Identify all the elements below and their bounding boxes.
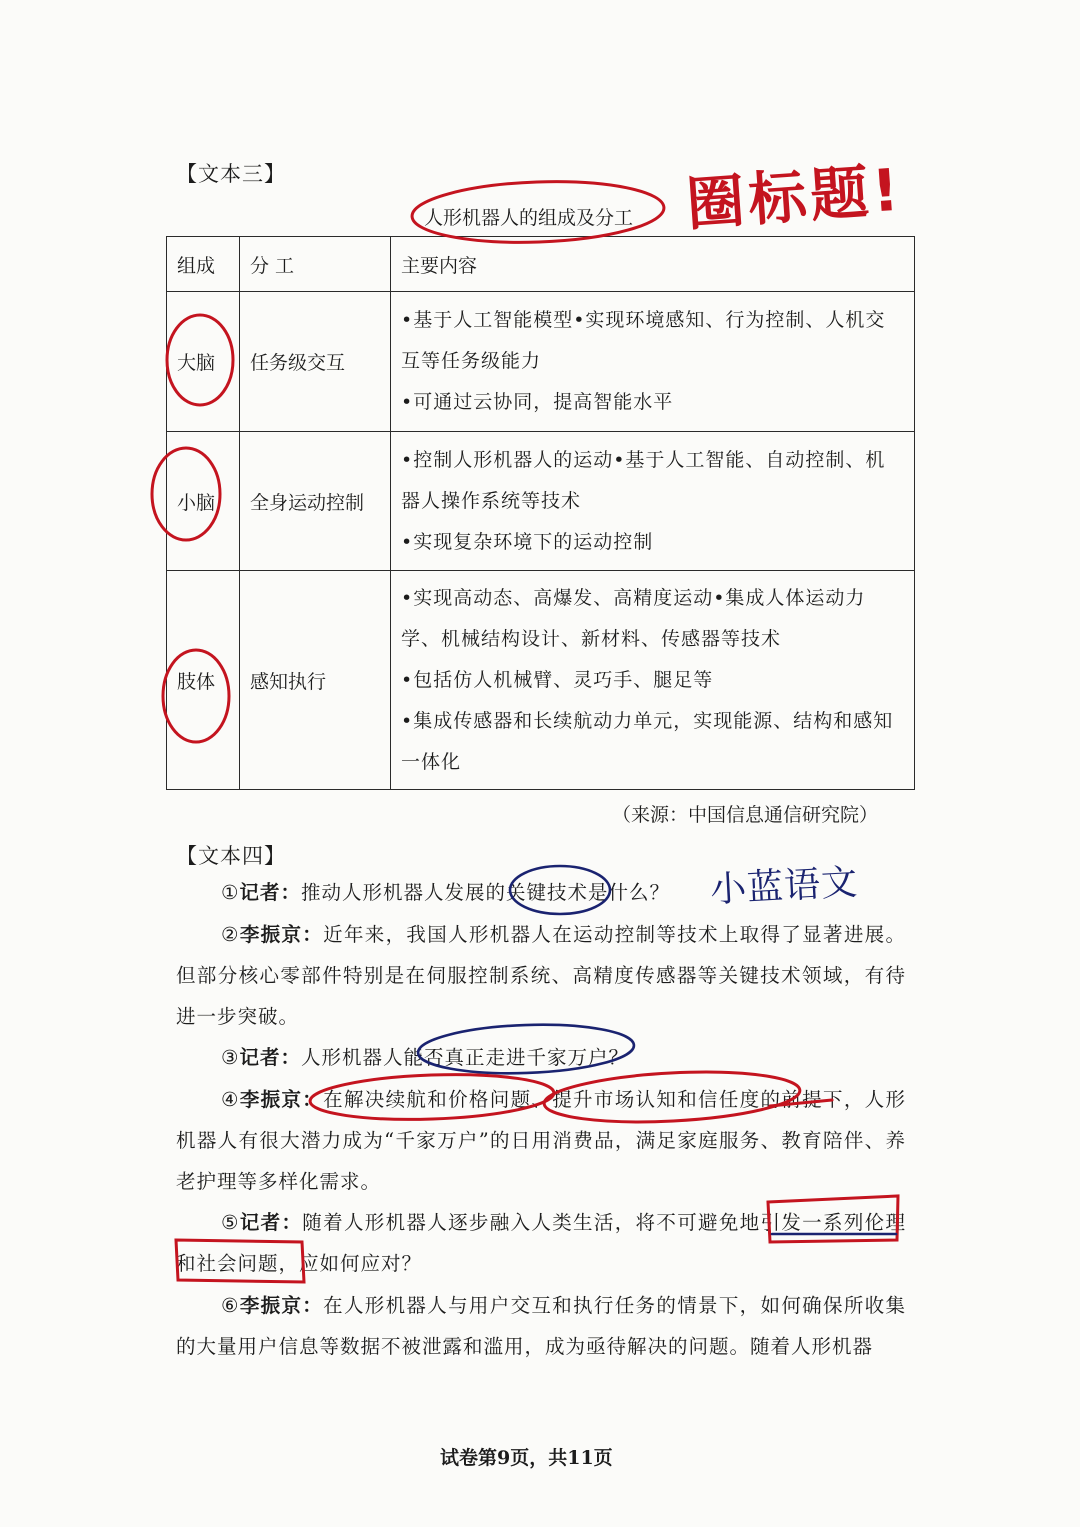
content-item: •可通过云协同，提高智能水平: [401, 391, 674, 413]
paragraph-text: 在解决续航和价格问题、提升市场认知和信任度的前提下，人形机器人有很大潜力成为“千家万户”的日用消费品，满足家庭服务、教育陪伴、养老护理等多样化需求。: [176, 1088, 906, 1193]
interview-paragraph-4: [176, 1079, 906, 1202]
interview-paragraph-3: [176, 1037, 906, 1078]
section-label-text3: 【文本三】: [176, 162, 286, 186]
paragraph-text: 近年来，我国人形机器人在运动控制等技术上取得了显著进展。但部分核心零部件特别是在伺服控制系统、高精度传感器等关键技术领域，有待进一步突破。: [176, 923, 906, 1028]
content-item: •实现高动态、高爆发、高精度运动•集成人体运动力学、机械结构设计、新材料、传感器等技术: [401, 586, 866, 650]
cell-role: 任务级交互: [240, 292, 391, 432]
paragraph-text: 在人形机器人与用户交互和执行任务的情景下，如何确保所收集的大量用户信息等数据不被泄露和滥用，成为亟待解决的问题。随着人形机器: [176, 1294, 906, 1358]
handwritten-note-blue: 小蓝语文: [709, 862, 860, 911]
cell-role: 感知执行: [240, 571, 391, 790]
speaker-label: 李振京：: [239, 1088, 324, 1111]
paragraph-text: 人形机器人能否真正走进千家万户？: [301, 1046, 630, 1069]
paragraph-text: 推动人形机器人发展的关键技术是什么？: [301, 881, 671, 904]
paragraph-number: ③: [221, 1046, 240, 1069]
table-title: 人形机器人的组成及分工: [424, 207, 634, 229]
cell-component: 大脑: [167, 292, 240, 432]
speaker-label: 李振京：: [239, 923, 324, 946]
content-item: •实现复杂环境下的运动控制: [401, 530, 654, 553]
source-citation: （来源：中国信息通信研究院）: [612, 804, 879, 826]
cell-content: [391, 292, 915, 432]
speaker-label: 李振京：: [239, 1294, 324, 1317]
interview-paragraph-1: [176, 872, 906, 913]
header-content: 主要内容: [391, 237, 915, 292]
content-item: •集成传感器和长续航动力单元，实现能源、结构和感知一体化: [401, 709, 894, 773]
cell-role: 全身运动控制: [240, 432, 391, 571]
content-item: •基于人工智能模型•实现环境感知、行为控制、人机交互等任务级能力: [401, 309, 886, 372]
interview-paragraph-6: [176, 1285, 906, 1367]
paragraph-number: ①: [221, 881, 240, 904]
interview-paragraph-5: [176, 1202, 906, 1284]
cell-component: 肢体: [167, 571, 240, 790]
interview-paragraph-2: [176, 914, 906, 1037]
paragraph-number: ④: [221, 1088, 240, 1111]
paragraph-text: 随着人形机器人逐步融入人类生活，将不可避免地引发一系列伦理和社会问题，应如何应对？: [176, 1211, 906, 1275]
cell-component: 小脑: [167, 432, 240, 571]
content-item: •包括仿人机械臂、灵巧手、腿足等: [401, 668, 714, 691]
header-role: 分 工: [240, 237, 391, 292]
section-label-text4: 【文本四】: [176, 844, 286, 868]
table-row: [167, 432, 915, 571]
header-component: 组成: [167, 237, 240, 292]
page-footer: 试卷第9页，共11页: [440, 1447, 613, 1469]
content-item: •控制人形机器人的运动•基于人工智能、自动控制、机器人操作系统等技术: [401, 448, 886, 512]
speaker-label: 记者：: [239, 1046, 301, 1069]
speaker-label: 记者：: [239, 1211, 303, 1234]
paragraph-number: ⑥: [221, 1294, 240, 1317]
paragraph-number: ②: [221, 923, 240, 946]
cell-content: [391, 571, 915, 790]
speaker-label: 记者：: [239, 881, 301, 904]
paragraph-number: ⑤: [221, 1211, 240, 1234]
cell-content: [391, 432, 915, 571]
table-row: [167, 292, 915, 432]
table-row: [167, 571, 915, 790]
division-table: [166, 236, 915, 790]
table-header-row: [167, 237, 915, 292]
handwritten-note-red: 圈标题!: [684, 155, 905, 239]
